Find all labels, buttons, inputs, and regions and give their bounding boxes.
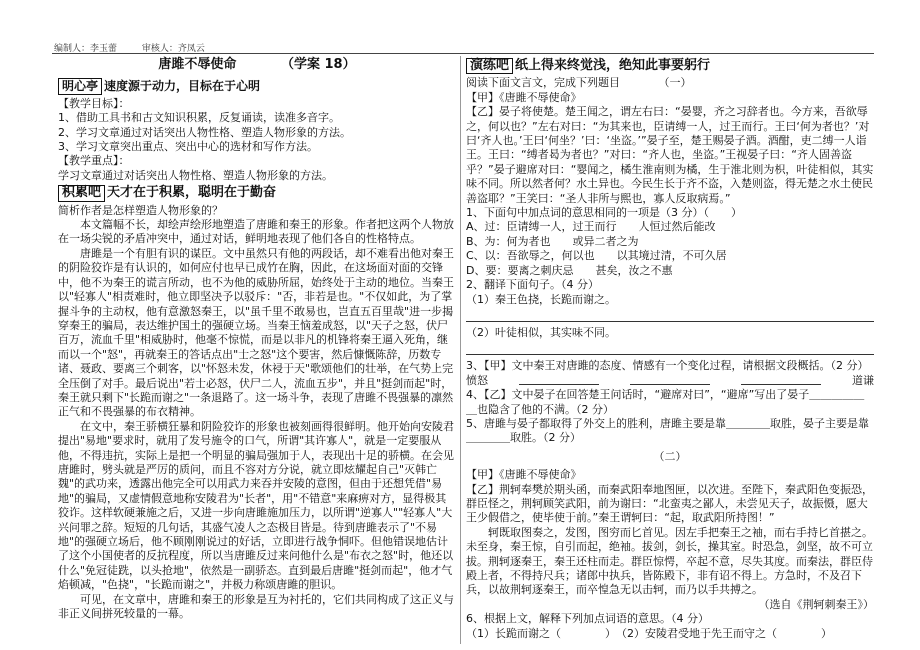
yi-passage-2b: 轲既取图奏之，发图，图穷而匕首见。因左手把秦王之袖，而右手持匕首揕之。未至身，秦王惊，自引而起，绝袖。拔剑，剑长，操其室。时恐急，剑坚，故不可立拔。荆轲逐秦王，秦王还柱而走。群臣惊愕，卒起不意，尽失其度。而秦法，群臣侍殿上者，不得持尺兵；诸郎中执兵，皆陈殿下，非有诏不得上。方急时，不及召下兵，以故荆轲逐秦王，而卒惶急无以击轲，而乃以手共搏之。: [466, 525, 873, 597]
title-text: 唐雎不辱使命: [158, 57, 237, 72]
yi-passage: 【乙】晏子将使楚。楚王闻之，谓左右曰：“晏婴，齐之习辞者也。今方来，吾欲辱之，何以也？”左右对曰：“为其来也，臣请缚一人，过王而行。王曰‘何为者也？’对曰‘齐人也。’王曰‘何坐？’曰：‘坐盗。’”晏子至，楚王赐晏子酒。酒酣，吏二缚一人诣王。王曰：“缚者曷为者也？”对曰：“齐人也，坐盗。”王视晏子曰：“齐人固善盗乎？”晏子避席对曰：“婴闻之，橘生淮南则为橘，生于淮北则为枳，叶徒相似，其实味不同。所以然者何？水土异也。今民生长于齐不盗，入楚则盗，得无楚之水土使民善盗耶？”王笑曰：“圣人非所与熙也，寡人反取病焉。”: [466, 105, 874, 205]
left-column: [58, 56, 456, 621]
q6-item-2: （2）安陵君受地于先王而守之（ ）: [621, 626, 832, 640]
question-6: 6、根据上文，解释下列加点词语的意思。（4 分）: [466, 612, 709, 626]
yi-passage-2: 【乙】荆轲奉樊於期头函，而秦武阳奉地图匣，以次进。至陛下，秦武阳色变振恐，群臣怪之，荆轲顾笑武阳，前为谢曰：“北蛮夷之鄙人，未尝见天子，故振慑，愿大王少假借之，使毕使于前。”秦王谓轲曰：“起，取武阳所持图！”: [466, 482, 873, 525]
page-title: [58, 58, 456, 72]
question-1: 1、下面句中加点词的意思相同的一项是（3 分）（ ）: [466, 206, 742, 220]
jilei-motto: 天才在于积累，聪明在于勤奋: [107, 185, 277, 201]
mingxin-heading: [58, 78, 456, 94]
jia-label-2: 【甲】《唐雎不辱使命》: [466, 468, 582, 482]
right-column: [466, 56, 874, 641]
reviewer-label: 审核人：齐凤云: [141, 44, 205, 54]
question-4: 4、【乙】文中晏子在回答楚王问话时，“避席对曰”，“避席”写出了晏子＿＿＿＿＿＿也隐含了他的不满。（2 分）: [466, 388, 865, 416]
case-number: （学案 18）: [280, 57, 356, 72]
attitude-blank[interactable]: [741, 374, 821, 385]
header-rule: [52, 53, 874, 54]
section-two-number: （二）: [653, 449, 687, 463]
yanlian-box: 演练吧: [466, 58, 513, 74]
goal-item: 3、学习文章突出重点、突出中心的选材和写作方法。: [58, 140, 318, 154]
question-5: 5、唐雎与晏子都取得了外交上的胜利，唐雎主要是靠＿＿＿＿取胜，晏子主要是靠＿＿＿＿取胜。（2 分）: [466, 416, 869, 445]
yanlian-motto: 纸上得来终觉浅，绝知此事要躬行: [515, 58, 711, 73]
goals-heading: 【教学目标】：: [58, 96, 130, 110]
yanlian-heading: [466, 58, 874, 74]
translate-2: （2）叶徒相似，其实味不同。: [466, 325, 616, 339]
question-3: 3、【甲】文中秦王对唐雎的态度、情感有一个变化过程，请根据文段概括。（2 分）: [466, 359, 869, 373]
reading-intro: [466, 76, 874, 90]
attitude-start: 愤怒: [466, 373, 488, 387]
answer-line: [466, 309, 874, 322]
answer-line: [466, 342, 874, 355]
attitude-blank[interactable]: [519, 374, 599, 385]
option-a: A、过：臣请缚一人，过王而行 人恒过然后能改: [466, 220, 716, 234]
analysis-paragraph: 可见，在文章中，唐雎和秦王的形象是互为衬托的，它们共同构成了这正义与非正义间拼死较量的一幕。: [58, 592, 454, 621]
goal-item: 1、借助工具书和古文知识积累，反复诵读，读准多音字。: [58, 111, 340, 125]
mingxin-motto: 速度源于动力，目标在于心明: [104, 79, 261, 94]
mingxin-box: 明心亭: [58, 78, 102, 94]
option-d: D、要：要离之刺庆忌 甚矣，汝之不惠: [466, 263, 673, 277]
key-heading: 【教学重点】：: [58, 154, 130, 168]
jilei-heading: [58, 185, 456, 201]
attitude-chain: [466, 374, 874, 388]
analysis-paragraph: 在文中，秦王骄横狂暴和阴险狡诈的形象也被刻画得很鲜明。他开始向安陵君提出"易地"要求时，就用了发号施令的口气，所谓"其许寡人"，就是一定要服从他，不得违抗，实际上是把一个明显的骗局强加于人，表现出十足的骄横。在会见唐雎时，劈头就是严厉的质问，而且不容对方分说，就立即炫耀起自己"灭韩亡魏"的武功来，透露出他完全可以用武力来吞并安陵的意图，但由于还想凭借"易地"的骗局，又虚情假意地称安陵君为"长者"，用"不错意"来麻痹对方，显得极其狡诈。这样软硬兼施之后，又进一步向唐雎施加压力，以所谓"逆寡人""轻寡人"大兴问罪之辞。短短的几句话，其盛气凌人之态极目皆是。待到唐雎表示了"不易地"的强硬立场后，他不顾刚刚说过的好话，立即进行战争恫吓。但他错误地估计了这个小国使者的反抗程度，所以当唐雎反过来问他什么是"布衣之怒"时，他还以什么"免冠徒跣，以头抢地"，依然是一副骄态。直到最后唐雎"挺剑而起"，他才气焰顿减，"色挠"，"长跪而谢之"，并极力称颂唐雎的胆识。: [58, 419, 454, 592]
q6-items: [466, 627, 874, 641]
analysis-paragraph: 本文篇幅不长，却绘声绘形地塑造了唐雎和秦王的形象。作者把这两个人物放在一场尖锐的矛盾冲突中，通过对话，鲜明地表现了他们各自的性格特点。: [58, 218, 454, 246]
q6-item-1: （1）长跪而谢之（ ）: [466, 626, 611, 640]
column-divider: [460, 56, 461, 644]
jilei-box: 积累吧: [58, 185, 105, 201]
key-text: 学习文章通过对话突出人物性格、塑造人物形象的方法。: [58, 168, 333, 182]
attitude-end: 道谦: [852, 373, 874, 387]
section-one-number: （一）: [664, 76, 692, 90]
translate-1: （1）秦王色挠，长跪而谢之。: [466, 292, 616, 306]
option-b: B、为：何为者也 或异二者之为: [466, 234, 639, 248]
attitude-blank[interactable]: [630, 374, 710, 385]
intro-text: 阅读下面文言文，完成下列题目: [466, 76, 620, 90]
analysis-question: 简析作者是怎样塑造人物形象的？: [58, 203, 223, 217]
analysis-paragraph: 唐雎是一个有胆有识的谋臣。文中虽然只有他的两段话，却不难看出他对秦王的阴险狡诈是有认识的，如何应付也早已成竹在胸，因此，在这场面对面的交锋中，他不为秦王的谎言所动，也不为他的威胁所屈，始终处于主动的地位。当秦王以"轻寡人"相责难时，他立即坚决予以驳斥："否，非若是也。"不仅如此，为了掌握斗争的主动权，他有意激怒秦王，以"虽千里不敢易也，岂直五百里哉"进一步揭穿秦王的骗局，表达维护国土的强硬立场。当秦王恼羞成怒，以"天子之怒，伏尸百万，流血千里"相威胁时，他毫不惊慌，而是以非凡的机锋将秦王逼入死角，继而以一个"怒"，再就秦王的答话点出"士之怒"这个要害，然后慷慨陈辞，历数专诸、聂政、要离三个刺客，以"怀怒未发，休祲于天"歌颂他们的壮举，在气势上完全压倒了对手。最后说出"若士必怒，伏尸二人，流血五步"，并且"挺剑而起"时，秦王就只剩下"长跪而谢之"一条退路了。这一场斗争，表现了唐雎不畏强暴的凛然正气和不畏强暴的布衣精神。: [58, 246, 454, 419]
option-c: C、以：吾欲辱之，何以也 以其境过清，不可久居: [466, 249, 727, 263]
question-2: 2、翻译下面句子。（4 分）: [466, 278, 599, 292]
goal-item: 2、学习文章通过对话突出人物性格、塑造人物形象的方法。: [58, 125, 351, 139]
editor-label: 编制人：李玉蕾: [54, 44, 118, 54]
jia-label: 【甲】《唐雎不辱使命》: [466, 90, 582, 104]
source-note: （选自《荆轲刺秦王》）: [758, 597, 874, 611]
